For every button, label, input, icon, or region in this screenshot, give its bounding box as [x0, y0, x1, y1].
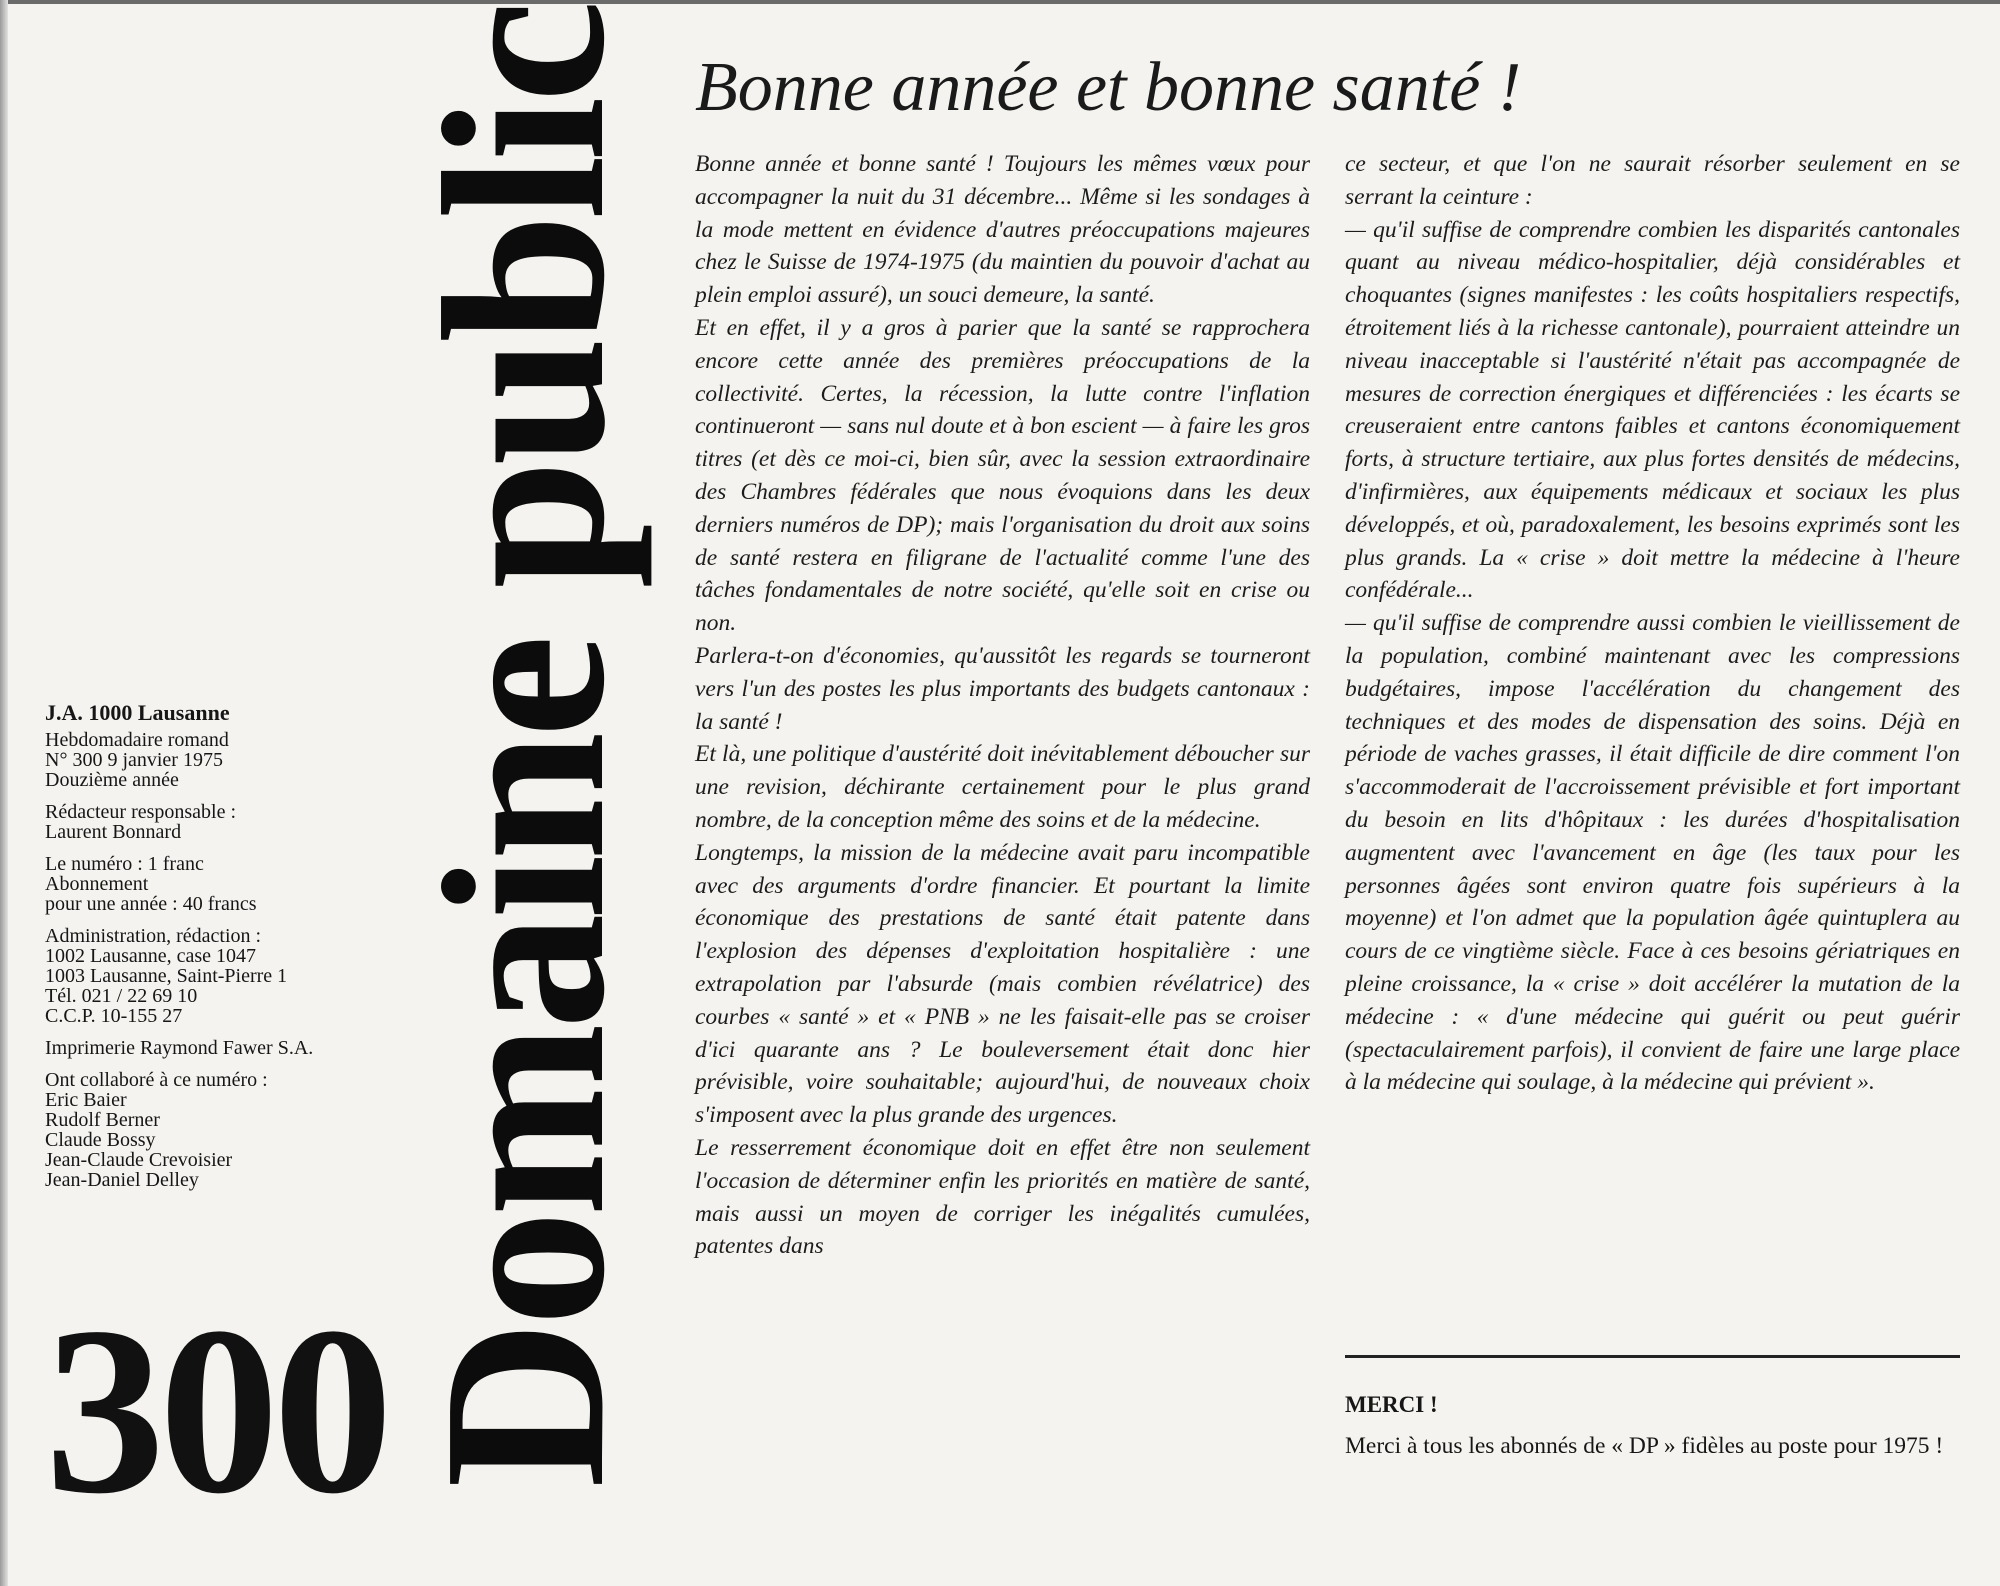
article-headline: Bonne année et bonne santé !: [695, 49, 1522, 126]
colophon-line: Administration, rédaction :: [45, 925, 262, 947]
page-edge-top: [0, 0, 2000, 4]
colophon-line: Laurent Bonnard: [45, 821, 182, 843]
colophon-line: Jean-Claude Crevoisier: [45, 1149, 233, 1171]
article-paragraph: Le resserrement économique doit en effet être non seulement l'occasion de déterminer enfin les priorités en matière de santé, mais aussi un moyen de corriger les inégalités cumulées, patentes dans: [695, 1134, 1310, 1260]
article-paragraph: — qu'il suffise de comprendre aussi combien le vieillissement de la population, combiné maintenant avec les compressions budgétaires, impose l'accélération du changement des techniques et des modes de dispensation des soins. Déjà en période de vaches grasses, il était difficile de dire comment l'on s'accommoderait de l'accroissement prévisible et fort important du besoin en lits d'hôpitaux : les durées d'hospitalisation augmentent avec l'avancement en âge (les taux pour les personnes âgées sont environ quatre fois supérieurs à la moyenne) et l'on admet que la population âgée quintuplera au cours de ce vingtième siècle. Face à ces besoins gériatriques en pleine croissance, la « crise » doit accélérer la mutation de la médecine : « d'une médecine qui guérit ou peut guérir (spectaculairement parfois), il convient de faire une large place à la médecine qui soulage, à la médecine qui prévient ».: [1345, 610, 1960, 1096]
colophon-line: Tél. 021 / 22 69 10: [45, 985, 198, 1007]
article-column-2: [1345, 148, 1960, 1099]
colophon-line: N° 300 9 janvier 1975: [45, 749, 223, 771]
article-paragraph: — qu'il suffise de comprendre combien les disparités cantonales quant au niveau médico-hospitalier, déjà considérables et choquantes (signes manifestes : les coûts hospitaliers respectifs, étroitement liés à la richesse cantonale), pourraient atteindre un niveau inacceptable si l'austérité n'était pas accompagnée de mesures de correction énergiques et différenciées : les écarts se creuseraient entre cantons faibles et cantons économiquement forts, à structure tertiaire, aux plus fortes densités de médecins, d'infirmières, aux équipements médicaux et sociaux les plus développés, et où, paradoxalement, les besoins exprimés sont les plus grands. La « crise » doit mettre la médecine à l'heure confédérale...: [1345, 216, 1960, 604]
colophon-line: Jean-Daniel Delley: [45, 1169, 199, 1191]
colophon-line: Douzième année: [45, 769, 179, 791]
colophon-line: pour une année : 40 francs: [45, 893, 257, 915]
colophon-line: Le numéro : 1 franc: [45, 853, 204, 875]
colophon-line: Ont collaboré à ce numéro :: [45, 1069, 268, 1091]
colophon-block: [45, 802, 425, 842]
colophon-line: Abonnement: [45, 873, 149, 895]
colophon-block: [45, 1038, 425, 1058]
colophon-block: [45, 854, 425, 914]
colophon-line: 1002 Lausanne, case 1047: [45, 945, 257, 967]
article-paragraph: Longtemps, la mission de la médecine avait paru incompatible avec des arguments d'ordre financier. Et pourtant la limite économique des prestations de santé était patente dans l'explosion des dépenses d'exploitation hospitalière : une extrapolation par l'absurde (mais combien révélatrice) des courbes « santé » et « PNB » ne les faisait-elle pas se croiser d'ici quarante ans ? Le bouleversement était donc hier prévisible, voire souhaitable; aujourd'hui, de nouveaux choix s'imposent avec la plus grande des urgences.: [695, 839, 1310, 1129]
article-paragraph: ce secteur, et que l'on ne saurait résorber seulement en se serrant la ceinture :: [1345, 151, 1960, 210]
merci-title: MERCI !: [1345, 1392, 1438, 1417]
article-paragraph: Et en effet, il y a gros à parier que la santé se rapprochera encore cette année des premières préoccupations de la collectivité. Certes, la récession, la lutte contre l'inflation continueront — sans nul doute et à bon escient — à faire les gros titres (et dès ce moi-ci, bien sûr, avec la session extraordinaire des Chambres fédérales que nous évoquions dans les deux derniers numéros de DP); mais l'organisation du droit aux soins de santé restera en filigrane de l'actualité comme l'une des tâches fondamentales de notre société, qu'elle soit en crise ou non.: [695, 314, 1310, 637]
colophon-block: [45, 926, 425, 1026]
article-paragraph: Et là, une politique d'austérité doit inévitablement déboucher sur une revision, déchirante certainement pour le plus grand nombre, de la conception même des soins et de la médecine.: [695, 741, 1310, 833]
colophon-ja: J.A. 1000 Lausanne: [45, 700, 230, 725]
colophon-line: Rudolf Berner: [45, 1109, 160, 1131]
merci-text: Merci à tous les abonnés de « DP » fidèles au poste pour 1975 !: [1345, 1433, 1944, 1459]
colophon-line: Imprimerie Raymond Fawer S.A.: [45, 1037, 314, 1059]
colophon-block: [45, 1070, 425, 1190]
article-column-1: [695, 148, 1310, 1263]
colophon: [45, 702, 425, 1202]
page-edge-left: [0, 0, 8, 1586]
colophon-line: Hebdomadaire romand: [45, 729, 229, 751]
colophon-line: 1003 Lausanne, Saint-Pierre 1: [45, 965, 288, 987]
colophon-blocks: [45, 730, 425, 1190]
colophon-block: [45, 730, 425, 790]
colophon-line: Rédacteur responsable :: [45, 801, 237, 823]
colophon-line: Eric Baier: [45, 1089, 127, 1111]
colophon-line: C.C.P. 10-155 27: [45, 1005, 183, 1027]
colophon-line: Claude Bossy: [45, 1129, 156, 1151]
masthead-title: Domaine public: [396, 5, 653, 1488]
article-paragraph: Parlera-t-on d'économies, qu'aussitôt les regards se tourneront vers l'un des postes les plus importants des budgets cantonaux : la santé !: [695, 642, 1310, 735]
section-divider: [1345, 1355, 1960, 1358]
article-paragraph: Bonne année et bonne santé ! Toujours les mêmes vœux pour accompagner la nuit du 31 décembre... Même si les sondages à la mode mettent en évidence d'autres préoccupations majeures chez le Suisse de 1974-1975 (du maintien du pouvoir d'achat au plein emploi assuré), un souci demeure, la santé.: [695, 151, 1310, 309]
issue-number: 300: [45, 1277, 387, 1543]
